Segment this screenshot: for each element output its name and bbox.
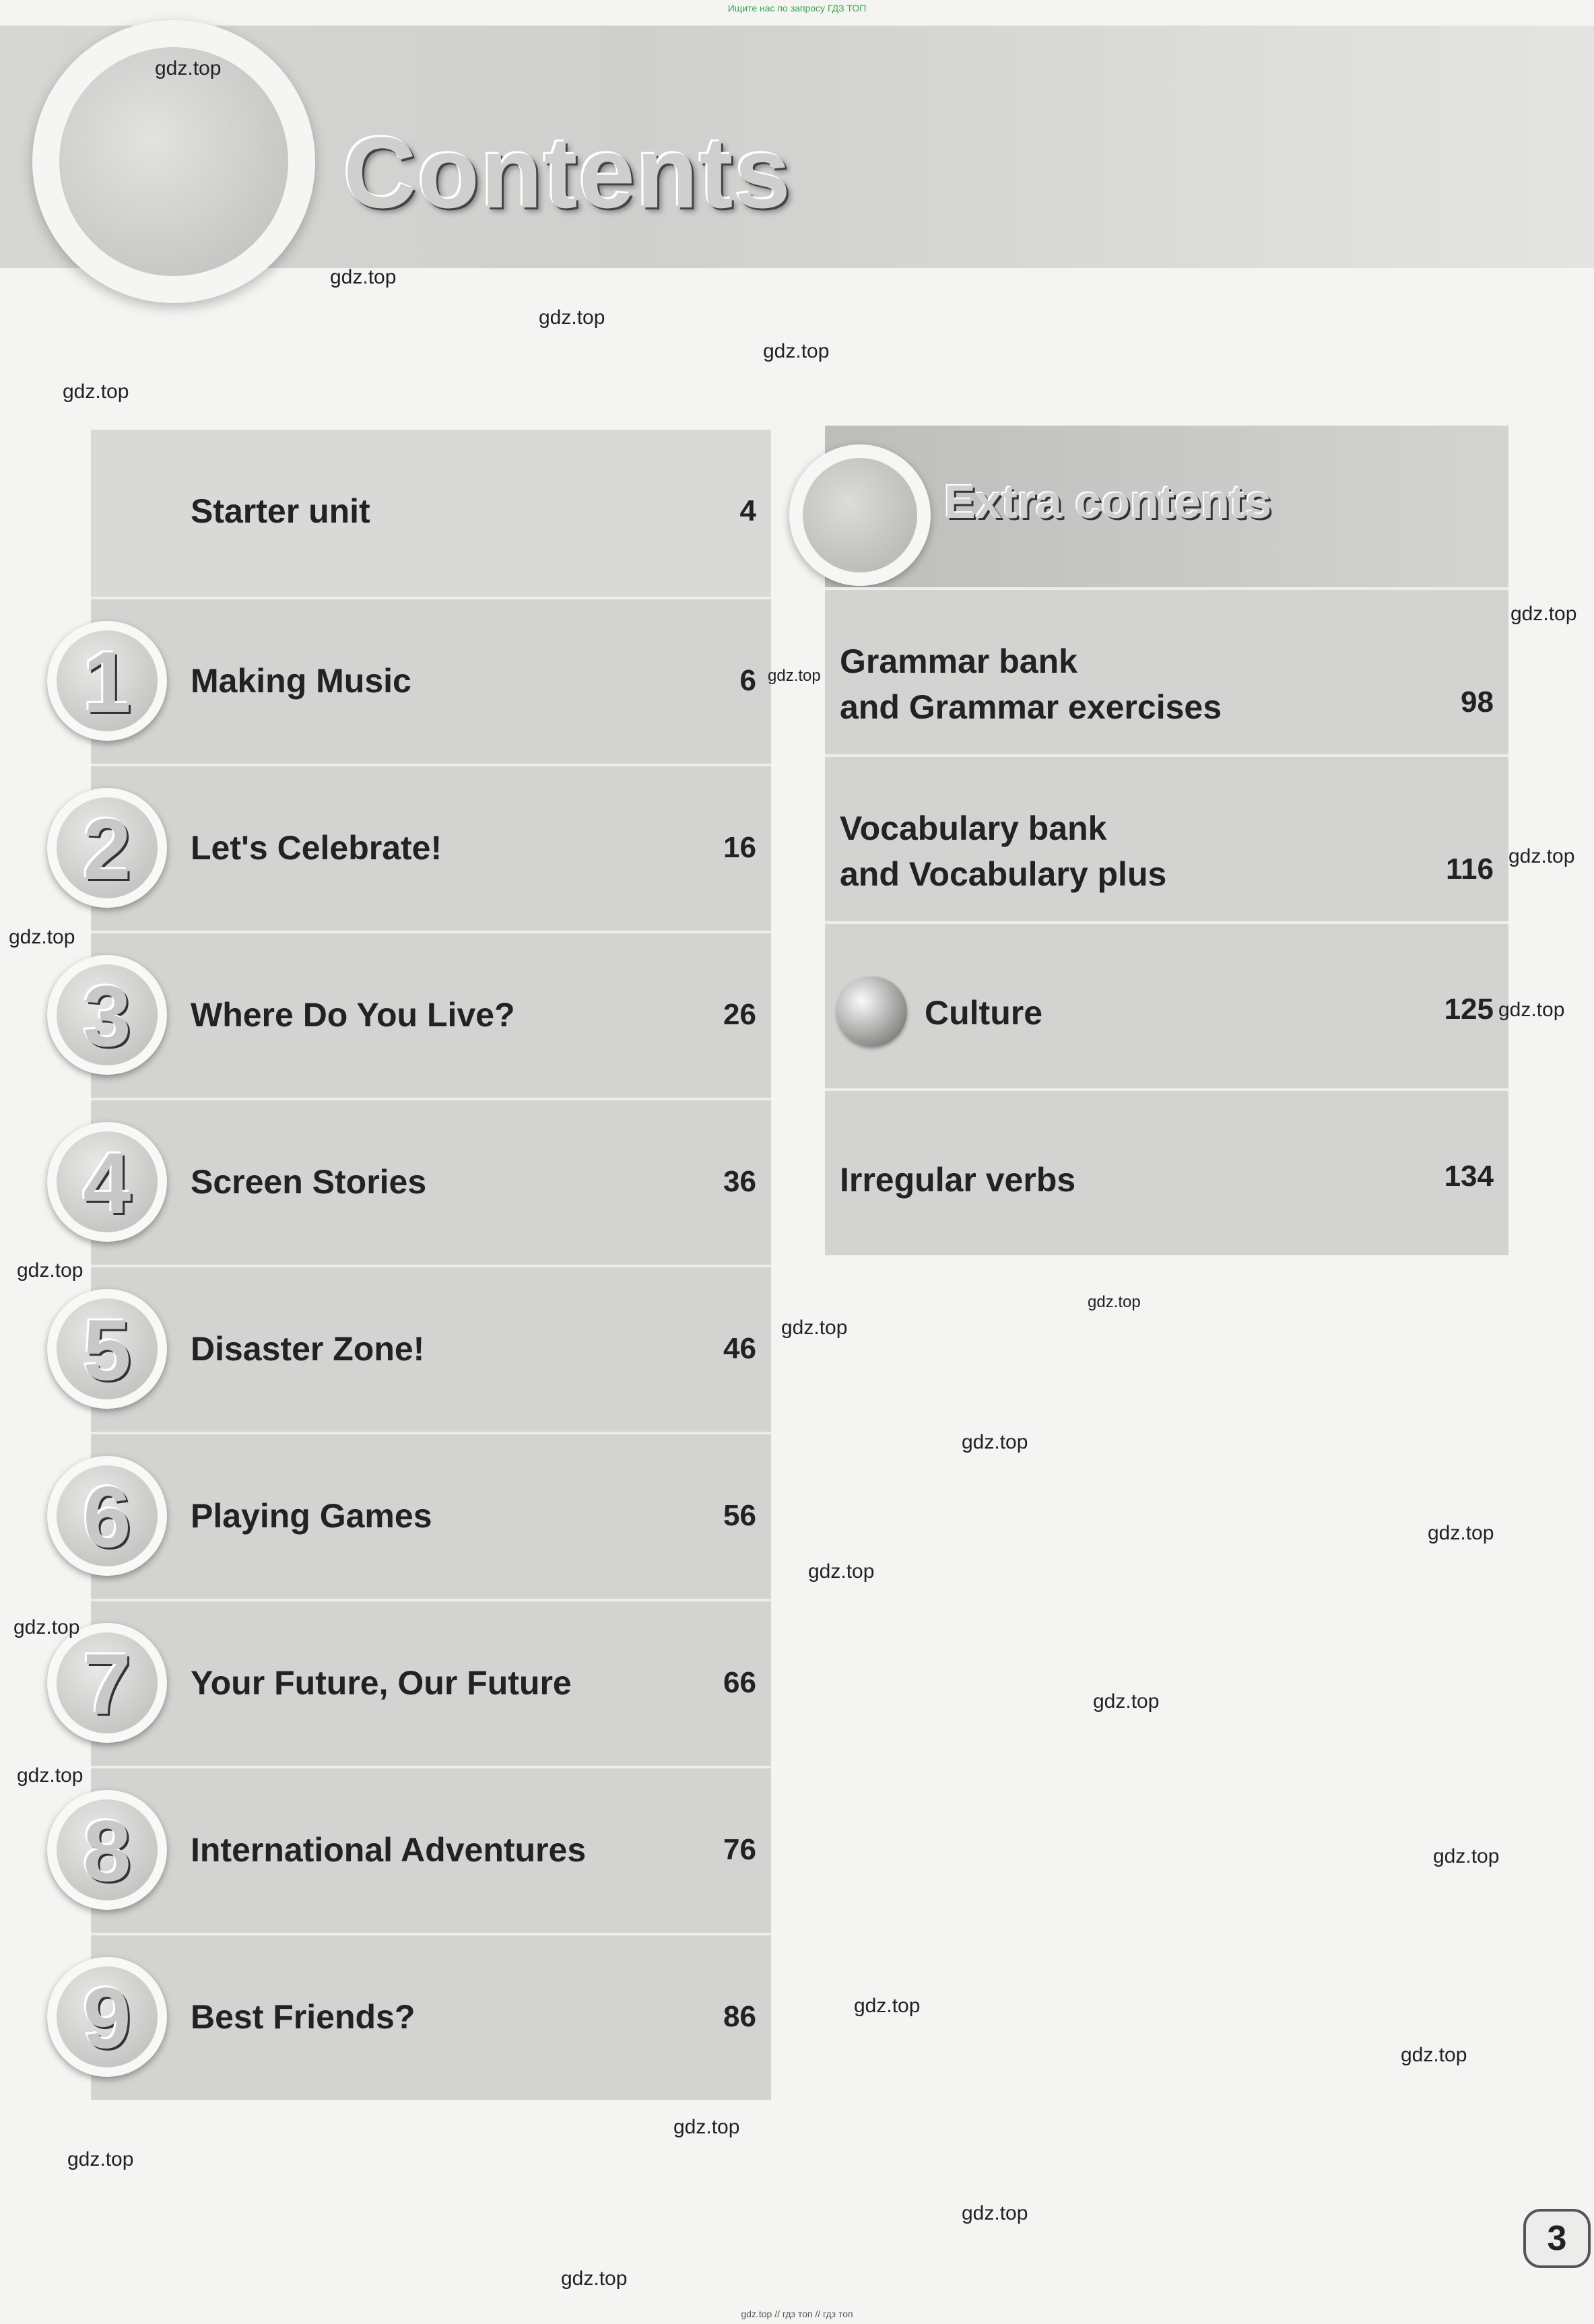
- unit-page: 66: [723, 1666, 756, 1699]
- watermark: gdz.top: [781, 1317, 848, 1339]
- list-item[interactable]: [83, 931, 771, 1098]
- watermark: gdz.top: [9, 926, 75, 948]
- unit-number-badge: 6: [47, 1456, 167, 1576]
- watermark: gdz.top: [1093, 1690, 1160, 1713]
- bottom-note: gdz.top // гдз топ // гдз топ: [741, 2309, 853, 2319]
- watermark: gdz.top: [1088, 1293, 1141, 1311]
- unit-number-badge: 2: [47, 788, 167, 908]
- list-item[interactable]: [83, 597, 771, 764]
- unit-number-badge: 9: [47, 1957, 167, 2077]
- watermark: gdz.top: [330, 266, 397, 288]
- unit-label: Screen Stories: [191, 1163, 427, 1201]
- unit-page: 4: [739, 494, 756, 527]
- unit-number-badge: 5: [47, 1289, 167, 1409]
- watermark: gdz.top: [1428, 1522, 1494, 1544]
- unit-number-badge: 8: [47, 1790, 167, 1910]
- extra-page: 116: [1446, 853, 1494, 886]
- unit-page: 56: [723, 1499, 756, 1532]
- watermark: gdz.top: [1401, 2044, 1467, 2066]
- extra-page: 134: [1444, 1160, 1494, 1193]
- watermark: gdz.top: [1510, 603, 1577, 625]
- unit-label: Disaster Zone!: [191, 1330, 425, 1368]
- extra-contents-title: Extra contents: [944, 475, 1272, 528]
- globe-icon: [837, 976, 907, 1047]
- unit-page: 36: [723, 1165, 756, 1198]
- watermark: gdz.top: [63, 380, 129, 403]
- page-title: Contents: [343, 116, 792, 229]
- unit-label: Making Music: [191, 662, 411, 700]
- watermark: gdz.top: [13, 1616, 80, 1638]
- units-list: [83, 430, 771, 2100]
- list-item[interactable]: [825, 1088, 1508, 1255]
- list-item[interactable]: [83, 1098, 771, 1265]
- extra-circle: [789, 444, 931, 586]
- unit-page: 46: [723, 1332, 756, 1365]
- watermark: gdz.top: [155, 57, 222, 79]
- list-item[interactable]: [83, 1766, 771, 1933]
- list-item[interactable]: [83, 1933, 771, 2100]
- unit-label: International Adventures: [191, 1831, 587, 1869]
- list-item[interactable]: [83, 1599, 771, 1766]
- unit-page: 6: [739, 664, 756, 697]
- unit-page: 86: [723, 2000, 756, 2033]
- unit-label: Let's Celebrate!: [191, 829, 442, 867]
- watermark: gdz.top: [808, 1560, 875, 1583]
- unit-number-badge: 3: [47, 955, 167, 1075]
- list-item[interactable]: [83, 1265, 771, 1432]
- unit-page: 76: [723, 1833, 756, 1866]
- watermark: gdz.top: [854, 1995, 921, 2017]
- watermark: gdz.top: [1498, 999, 1565, 1021]
- watermark: gdz.top: [17, 1259, 84, 1282]
- unit-number-badge: 4: [47, 1122, 167, 1242]
- top-note: Ищите нас по запросу ГДЗ ТОП: [727, 3, 867, 13]
- list-item[interactable]: [91, 430, 771, 597]
- extra-label: Irregular verbs: [840, 1161, 1076, 1199]
- list-item[interactable]: [825, 921, 1508, 1088]
- watermark: gdz.top: [673, 2116, 740, 2138]
- unit-page: 16: [723, 831, 756, 864]
- list-item[interactable]: [825, 754, 1508, 921]
- unit-label: Where Do You Live?: [191, 996, 515, 1034]
- extra-label: Vocabulary bank and Vocabulary plus: [840, 809, 1167, 893]
- extra-page: 98: [1461, 686, 1494, 719]
- watermark: gdz.top: [962, 1431, 1028, 1453]
- watermark: gdz.top: [1433, 1845, 1500, 1867]
- extra-page: 125: [1444, 993, 1494, 1026]
- extra-label: Culture: [925, 994, 1042, 1032]
- unit-label: Best Friends?: [191, 1998, 416, 2036]
- unit-number-badge: 7: [47, 1623, 167, 1743]
- list-item[interactable]: [83, 764, 771, 931]
- unit-number-badge: 1: [47, 621, 167, 741]
- list-item[interactable]: [83, 1432, 771, 1599]
- watermark: gdz.top: [962, 2202, 1028, 2224]
- watermark: gdz.top: [768, 667, 821, 685]
- watermark: gdz.top: [67, 2148, 134, 2170]
- extra-contents-list: [825, 587, 1508, 1255]
- page-number: 3: [1523, 2209, 1591, 2268]
- list-item[interactable]: [825, 587, 1508, 754]
- watermark: gdz.top: [1508, 845, 1575, 867]
- unit-page: 26: [723, 998, 756, 1031]
- watermark: gdz.top: [561, 2267, 628, 2290]
- extra-label: Grammar bank and Grammar exercises: [840, 642, 1222, 726]
- watermark: gdz.top: [763, 340, 830, 362]
- unit-label: Your Future, Our Future: [191, 1664, 572, 1702]
- watermark: gdz.top: [17, 1764, 84, 1787]
- unit-label: Playing Games: [191, 1497, 432, 1535]
- watermark: gdz.top: [539, 306, 605, 329]
- unit-label: Starter unit: [191, 492, 370, 530]
